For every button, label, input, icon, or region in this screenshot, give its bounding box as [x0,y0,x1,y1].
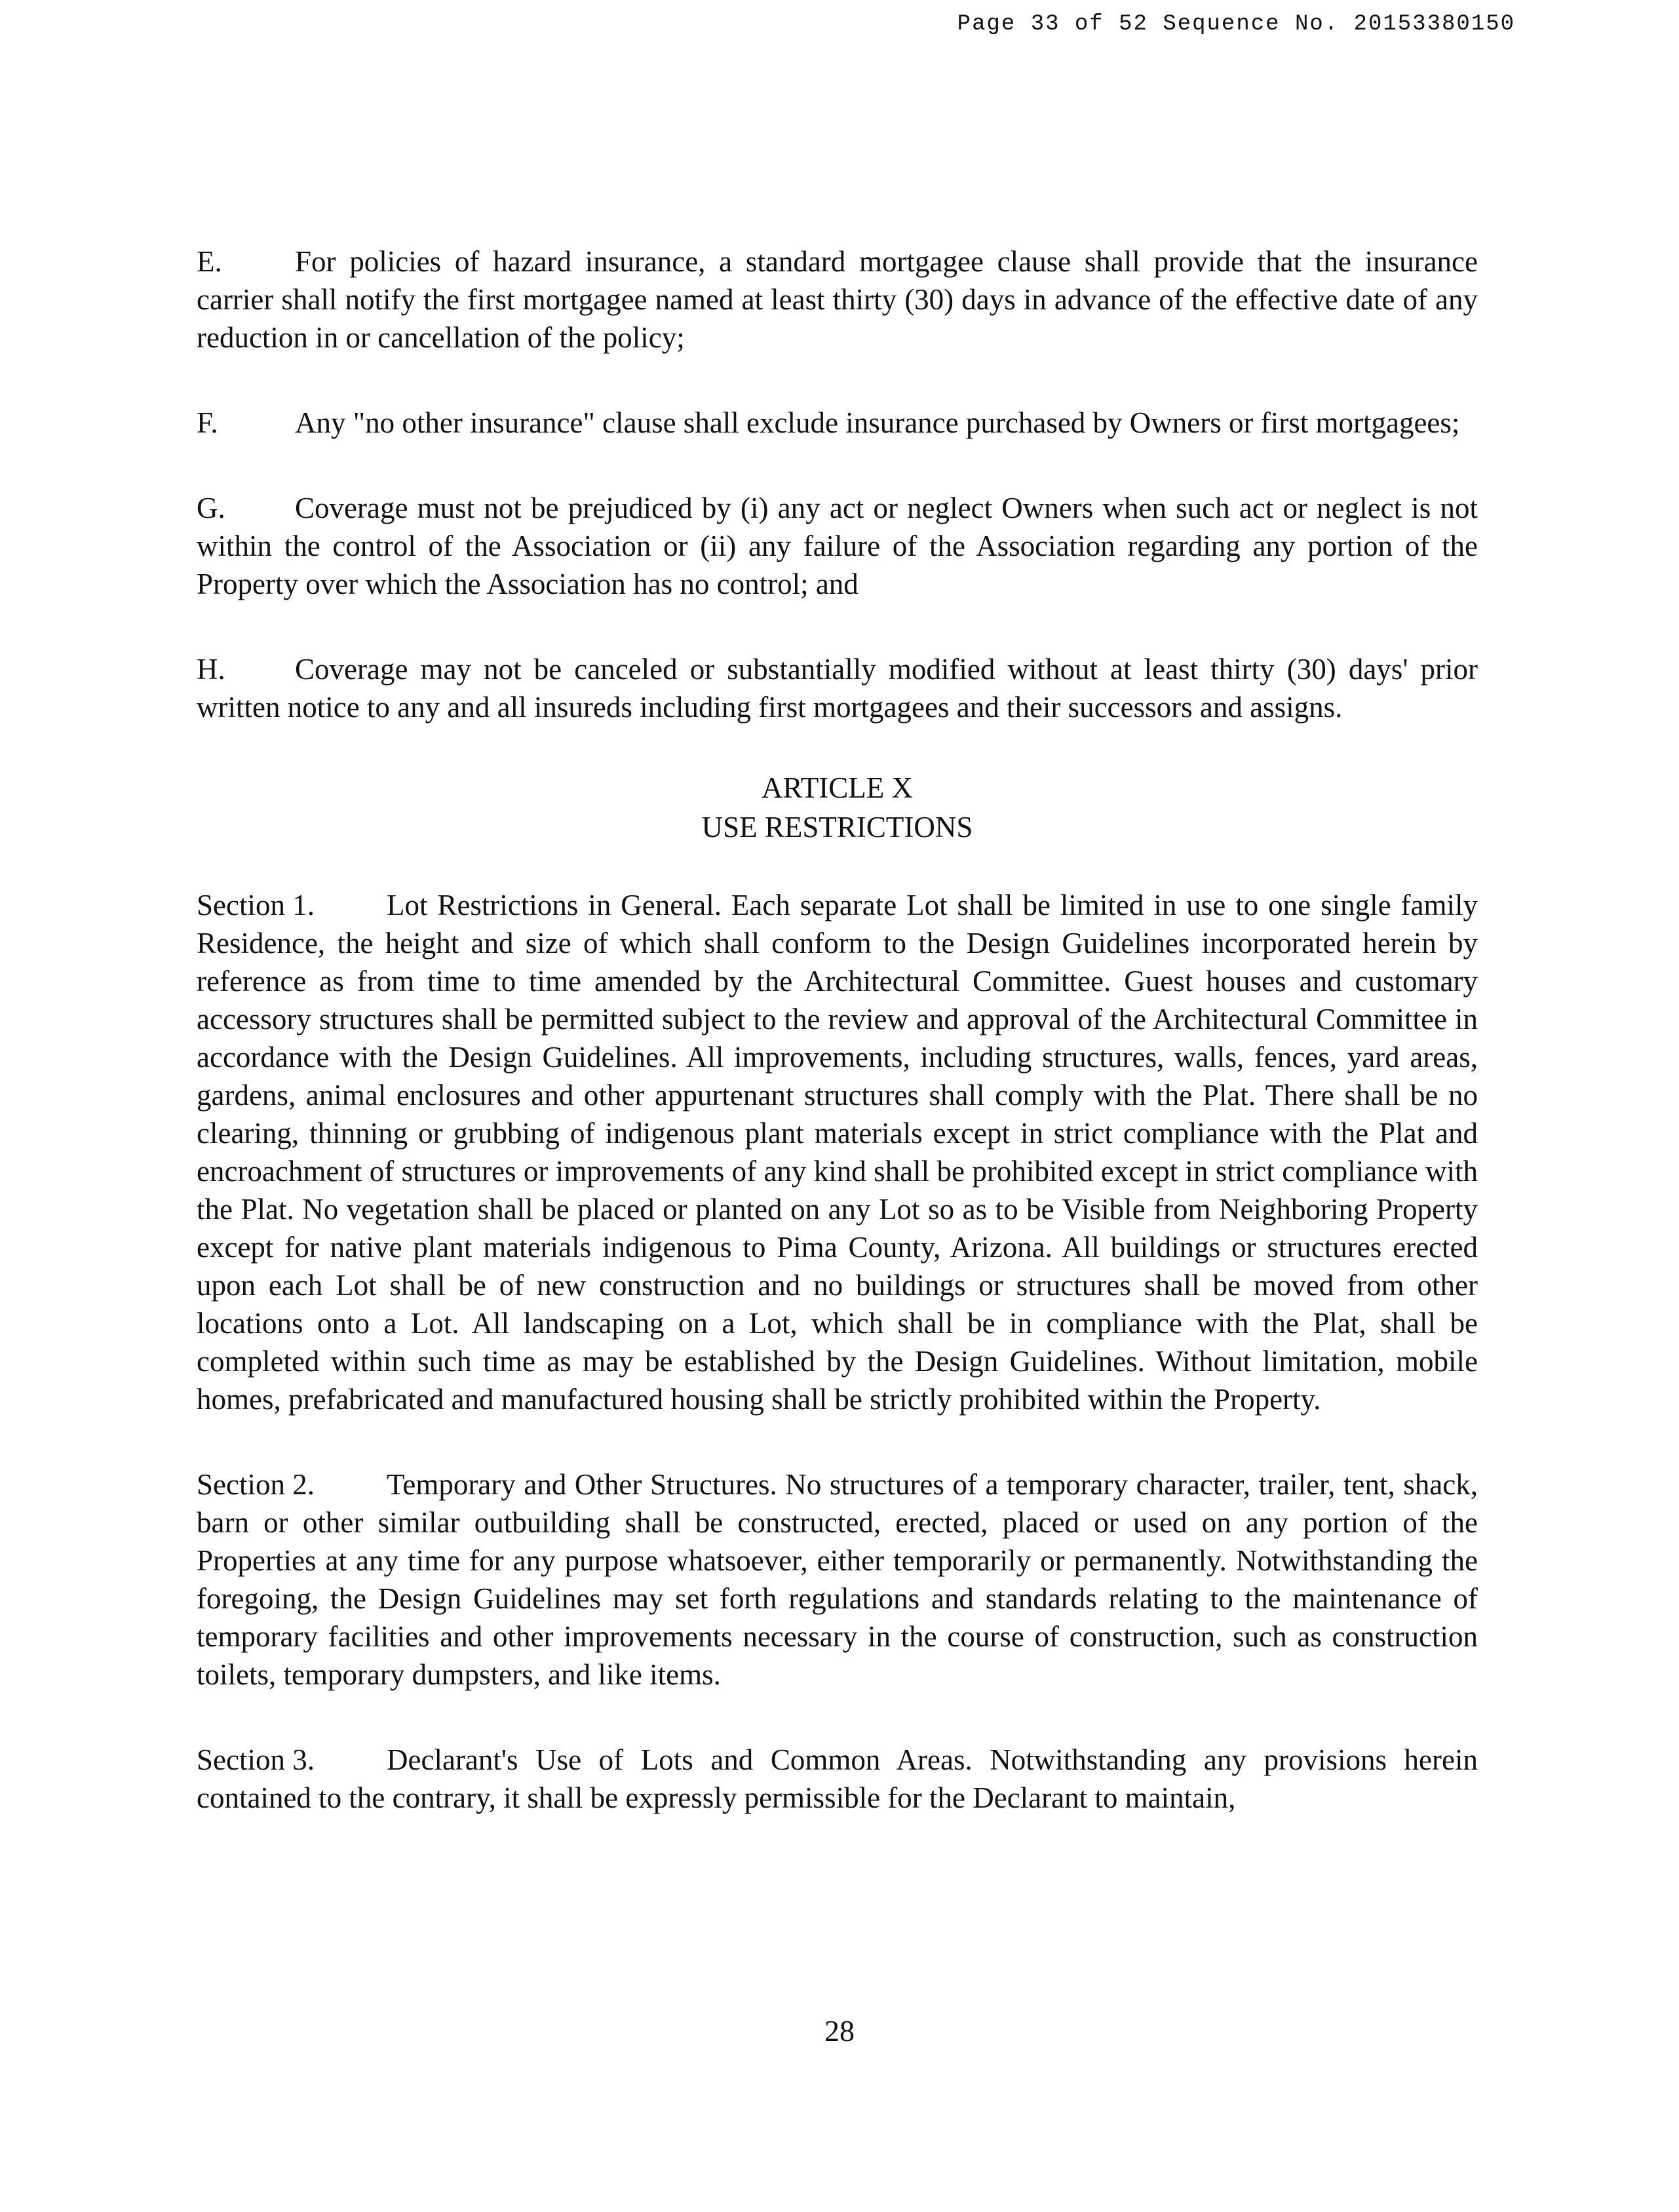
document-body [197,243,1478,1864]
section-marker: Section 3. [197,1743,315,1776]
page-sequence-stamp: Page 33 of 52 Sequence No. 20153380150 [957,12,1515,37]
page-number: 28 [824,2014,855,2047]
article-heading [197,768,1478,847]
paragraph-marker: F. [197,406,218,439]
paragraph-f [197,404,1478,442]
section-2 [197,1465,1478,1694]
paragraph-text: Coverage must not be prejudiced by (i) any act or neglect Owners when such act or neglect is not within the control of the Association or (ii) any failure of the Association regarding any portion of the Property over which the Association has no control; and [197,492,1478,600]
paragraph-h [197,650,1478,726]
section-text: Declarant's Use of Lots and Common Areas. Notwithstanding any provisions herein contained to the contrary, it shall be expressly permissible for the Declarant to maintain, [197,1743,1478,1814]
paragraph-e [197,243,1478,357]
paragraph-marker: G. [197,492,225,524]
section-text: Temporary and Other Structures. No structures of a temporary character, trailer, tent, shack, barn or other similar outbuilding shall be constructed, erected, placed or used on any portion of the Properties at any time for any purpose whatsoever, either temporarily or permanently. Notwithstanding the foregoing, the Design Guidelines may set forth regulations and standards relating to the maintenance of temporary facilities and other improvements necessary in the course of construction, such as construction toilets, temporary dumpsters, and like items. [197,1468,1478,1691]
paragraph-g [197,489,1478,603]
article-number: ARTICLE X [761,771,914,804]
section-1 [197,886,1478,1418]
article-title: USE RESTRICTIONS [701,811,973,844]
paragraph-text: For policies of hazard insurance, a standard mortgagee clause shall provide that the insurance carrier shall notify the first mortgagee named at least thirty (30) days in advance of the effective date of any reduction in or cancellation of the policy; [197,245,1478,354]
paragraph-text: Any "no other insurance" clause shall exclude insurance purchased by Owners or first mortgagees; [295,406,1460,439]
section-marker: Section 2. [197,1468,315,1501]
section-marker: Section 1. [197,889,315,922]
section-3 [197,1741,1478,1817]
section-text: Lot Restrictions in General. Each separate Lot shall be limited in use to one single family Residence, the height and size of which shall conform to the Design Guidelines incorporated herein by reference as from time to time amended by the Architectural Committee. Guest houses and customary accessory structures shall be permitted subject to the review and approval of the Architectural Committee in accordance with the Design Guidelines. All improvements, including structures, walls, fences, yard areas, gardens, animal enclosures and other appurtenant structures shall comply with the Plat. There shall be no clearing, thinning or grubbing of indigenous plant materials except in strict compliance with the Plat and encroachment of structures or improvements of any kind shall be prohibited except in strict compliance with the Plat. No vegetation shall be placed or planted on any Lot so as to be Visible from Neighboring Property except for native plant materials indigenous to Pima County, Arizona. All buildings or structures erected upon each Lot shall be of new construction and no buildings or structures shall be moved from other locations onto a Lot. All landscaping on a Lot, which shall be in compliance with the Plat, shall be completed within such time as may be established by the Design Guidelines. Without limitation, mobile homes, prefabricated and manufactured housing shall be strictly prohibited within the Property. [197,889,1478,1416]
paragraph-marker: E. [197,245,222,278]
paragraph-text: Coverage may not be canceled or substantially modified without at least thirty (30) days' prior written notice to any and all insureds including first mortgagees and their successors and assigns. [197,653,1478,724]
paragraph-marker: H. [197,653,225,686]
